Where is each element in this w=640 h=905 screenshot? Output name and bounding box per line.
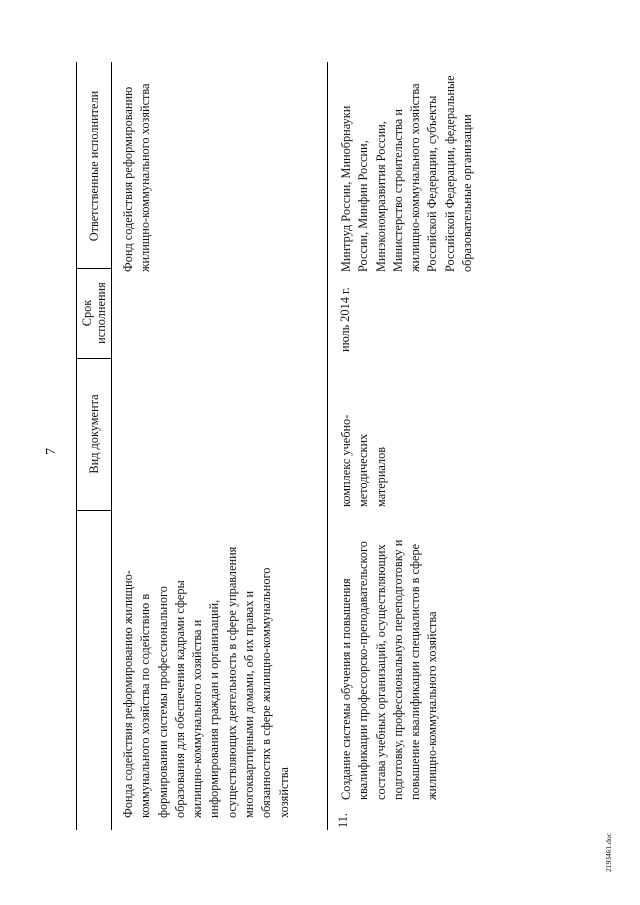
- page-number: 7: [44, 448, 59, 455]
- table-top-border: [76, 62, 77, 830]
- row-11-document-type: комплекс учебно-методических материалов: [339, 414, 388, 507]
- header-executors-label: Ответственные исполнители: [87, 90, 101, 242]
- file-id: 2193461.doc: [604, 833, 613, 872]
- continued-row-content: Фонда содействия реформированию жилищно-коммунального хозяйства по содействию в формировании системы профессионального образования для обеспечения кадрами сферы жилищно-коммунального хозяйства и информирования граждан и организаций, осуществляющих деятельность в сфере управления многоквартирными домами, об их правах и обязанностях в сфере жилищно-коммунального хозяйства: [121, 546, 291, 818]
- row-divider: [327, 62, 328, 830]
- col-divider-executors: [76, 268, 111, 269]
- col-divider-doctype: [76, 510, 111, 511]
- header-deadline: [79, 270, 109, 356]
- col-divider-deadline: [76, 358, 111, 359]
- continued-row-executors: Фонд содействия реформированию жилищно-коммунального хозяйства: [121, 83, 153, 272]
- header-bottom-border: [111, 62, 112, 830]
- row-11-deadline: июль 2014 г.: [338, 287, 352, 352]
- row-11-executors: Минтруд России, Минобрнауки России, Минфин России, Минэкономразвития России, Министерство строительства и жилищно-коммунального хозяйства Российской Федерации, субъекты Российской Федерации, федеральные образовательные организации: [339, 75, 475, 272]
- header-doctype-label: Вид документа: [87, 394, 101, 474]
- header-deadline-line1: Срок: [80, 299, 94, 327]
- header-executors: [80, 66, 108, 266]
- row-11-number: 11.: [336, 813, 350, 828]
- row-11-content: Создание системы обучения и повышения квалификации профессорско-преподавательского состава учебных организаций, осуществляющих подготовку, профессиональную переподготовку и повышение квалификации специалистов в сфере жилищно-коммунального хозяйства: [339, 539, 440, 800]
- header-doctype: [80, 360, 108, 508]
- header-deadline-line2: исполнения: [94, 282, 108, 344]
